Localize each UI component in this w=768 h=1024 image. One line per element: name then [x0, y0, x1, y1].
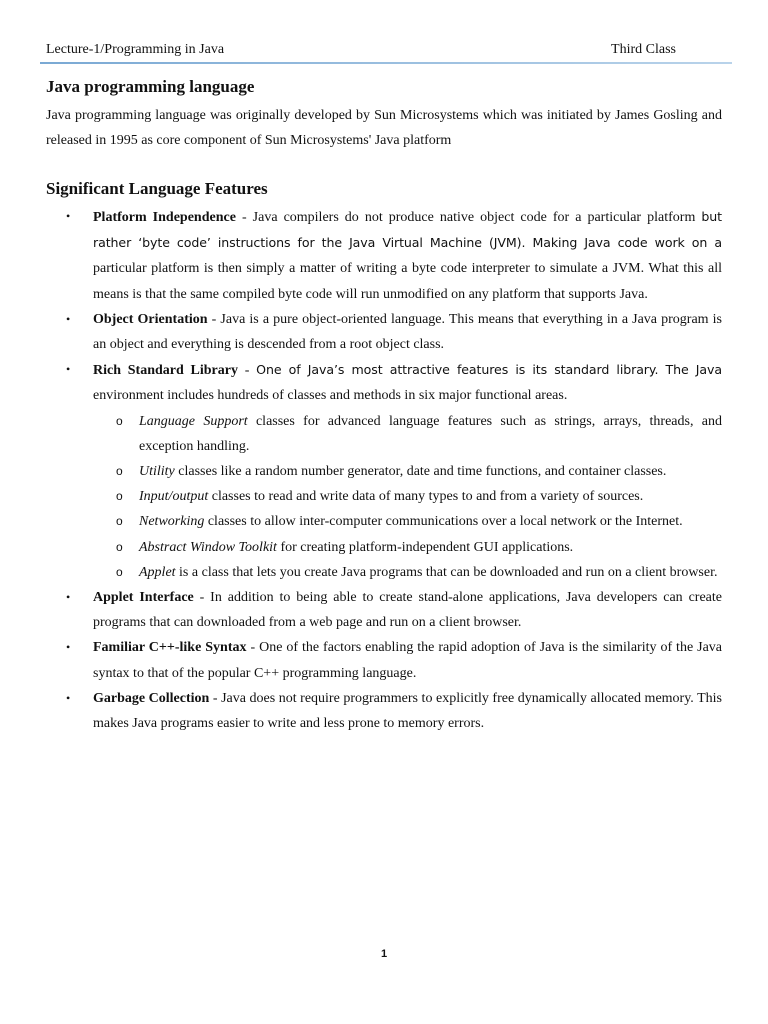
page-title: Java programming language	[46, 77, 255, 96]
sub-item-networking	[93, 509, 722, 534]
header-divider	[40, 62, 732, 64]
feature-text: - Java is a pure object-oriented language. This means that everything in a Java program is an object and everything is descended from a root object class.	[93, 311, 722, 353]
feature-item-cpp-like-syntax	[46, 635, 722, 685]
feature-text: - One of the factors enabling the rapid adoption of Java is the similarity of the Java syntax to that of the popular C++ programming language.	[93, 640, 722, 681]
page-body	[46, 76, 722, 736]
feature-list	[46, 204, 722, 736]
feature-text: but rather ‘byte code’ instructions for the Java Virtual Machine (JVM). Making Java code work on a	[93, 209, 722, 251]
feature-term: Familiar C++-like Syntax	[93, 640, 247, 656]
sub-text: classes like a random number generator, date and time functions, and container classes.	[174, 464, 667, 480]
sub-term: Language Support	[139, 413, 248, 429]
sub-item-utility	[93, 459, 722, 484]
sub-item-abstract-window-toolkit	[93, 535, 722, 560]
feature-term: Object Orientation	[93, 311, 208, 327]
feature-text: particular platform is then simply a matter of writing a byte code interpreter to simulate a JVM. What this all means is that the same compiled byte code will run unmodified on any platform that supports Java.	[93, 261, 722, 302]
feature-item-platform-independence	[46, 204, 722, 307]
section-heading: Significant Language Features	[46, 179, 268, 198]
bullet-icon: •	[66, 640, 71, 655]
feature-term: Rich Standard Library	[93, 363, 238, 379]
feature-text: - In addition to being able to create stand-alone applications, Java developers can create programs that can downloaded from a web page and run on a client browser.	[93, 590, 722, 631]
sub-text: is a class that lets you create Java programs that can be downloaded and run on a client browser.	[175, 564, 718, 580]
sub-bullet-icon: o	[116, 539, 123, 554]
sub-item-input-output	[93, 484, 722, 509]
header-course-title: Lecture-1/Programming in Java	[46, 42, 225, 57]
bullet-icon: •	[66, 690, 71, 705]
sub-text: classes to allow inter-computer communications over a local network or the Internet.	[204, 514, 683, 530]
bullet-icon: •	[66, 311, 71, 326]
bullet-icon: •	[66, 209, 71, 223]
sub-item-language-support	[93, 409, 722, 459]
feature-item-object-orientation	[46, 307, 722, 357]
page-number: 1	[380, 948, 388, 960]
feature-term: Platform Independence	[93, 210, 236, 225]
sub-bullet-icon: o	[116, 413, 123, 428]
feature-text: - Java does not require programmers to explicitly free dynamically allocated memory. This makes Java programs easier to write and less prone to memory errors.	[93, 690, 722, 732]
header-class-label: Third Class	[611, 42, 676, 57]
feature-text: -	[237, 363, 257, 379]
sub-bullet-icon: o	[116, 564, 123, 579]
bullet-icon: •	[66, 590, 71, 605]
feature-item-rich-standard-library	[46, 357, 722, 585]
intro-paragraph: Java programming language was originally developed by Sun Microsystems which was initiated by James Gosling and released in 1995 as core component of Sun Microsystems' Java platform	[46, 108, 722, 148]
page-header	[46, 42, 676, 62]
feature-item-applet-interface	[46, 585, 722, 635]
feature-text: One of Java’s most attractive features is its standard library. The Java	[256, 362, 722, 378]
sub-text: classes for advanced language features such as strings, arrays, threads, and exception handling.	[139, 413, 722, 454]
sub-item-applet	[93, 560, 722, 585]
sub-bullet-icon: o	[116, 514, 123, 529]
sub-bullet-icon: o	[116, 489, 123, 504]
sub-bullet-icon: o	[116, 464, 123, 479]
sub-feature-list	[93, 409, 722, 585]
sub-text: classes to read and write data of many types to and from a variety of sources.	[208, 489, 644, 505]
feature-text: - Java compilers do not produce native object code for a particular platform	[235, 210, 702, 225]
sub-term: Input/output	[139, 489, 209, 505]
bullet-icon: •	[66, 362, 71, 377]
sub-term: Abstract Window Toolkit	[139, 539, 277, 555]
sub-term: Utility	[139, 464, 175, 480]
feature-term: Garbage Collection	[93, 690, 210, 706]
feature-term: Applet Interface	[93, 590, 194, 606]
sub-term: Networking	[139, 514, 205, 530]
feature-text: environment includes hundreds of classes and methods in six major functional areas.	[93, 388, 568, 404]
feature-item-garbage-collection	[46, 686, 722, 736]
sub-term: Applet	[139, 564, 176, 580]
sub-text: for creating platform-independent GUI applications.	[276, 539, 574, 555]
